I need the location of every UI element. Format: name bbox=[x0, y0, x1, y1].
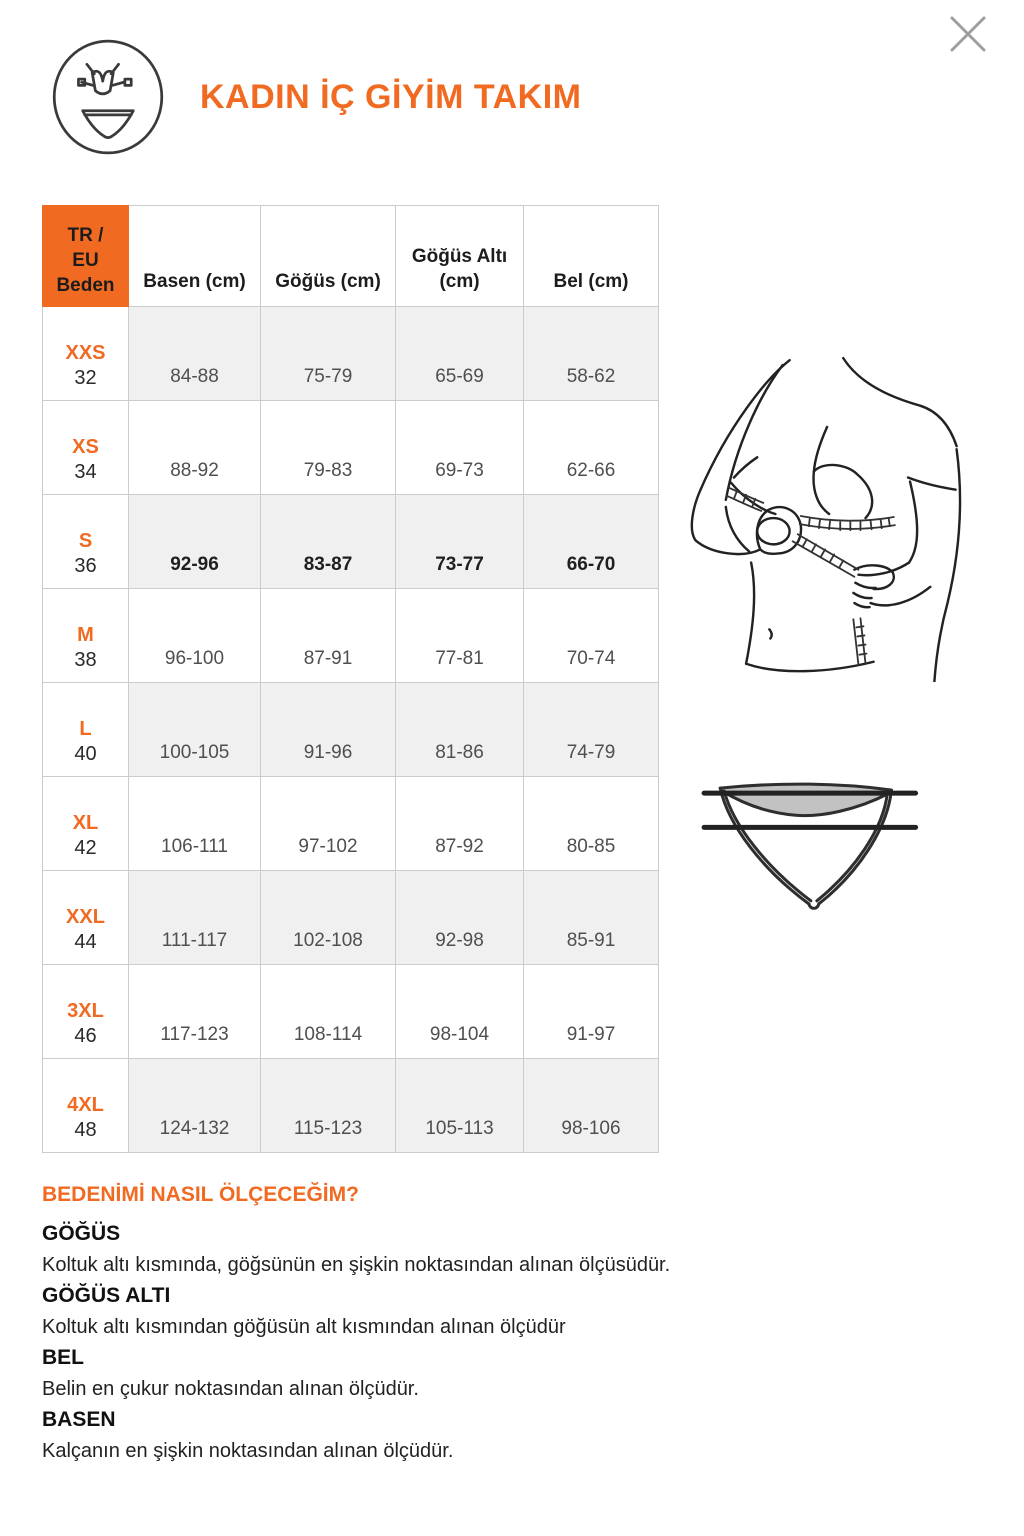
size-eu: 42 bbox=[74, 837, 97, 859]
page-title: KADIN İÇ GİYİM TAKIM bbox=[200, 78, 582, 116]
size-code: XXL bbox=[66, 906, 105, 928]
col-header-basen: Basen (cm) bbox=[129, 206, 261, 307]
size-code: 4XL bbox=[67, 1094, 104, 1116]
size-code: S bbox=[78, 530, 93, 552]
col-header-gogus-alti: Göğüs Altı (cm) bbox=[396, 206, 524, 307]
table-header-row bbox=[43, 206, 659, 307]
size-eu: 48 bbox=[74, 1119, 97, 1141]
guide-desc-gogus: Koltuk altı kısmında, göğsünün en şişkin noktasından alınan ölçüsüdür. bbox=[42, 1254, 671, 1276]
size-code: XL bbox=[72, 812, 99, 834]
size-eu: 32 bbox=[74, 367, 97, 389]
size-unit-header: TR / EU Beden bbox=[43, 206, 129, 307]
guide-term-bel: BEL bbox=[42, 1346, 84, 1369]
lingerie-set-icon bbox=[50, 38, 166, 156]
guide-desc-basen: Kalçanın en şişkin noktasından alınan ölçüdür. bbox=[42, 1440, 454, 1462]
measure-guide bbox=[42, 1182, 782, 1469]
guide-desc-bel: Belin en çukur noktasından alınan ölçüdür. bbox=[42, 1378, 419, 1400]
size-eu: 36 bbox=[74, 555, 97, 577]
bust-measure-illustration bbox=[655, 348, 989, 682]
size-eu: 38 bbox=[74, 649, 97, 671]
table-row: L 40 100-105 91-96 81-86 74-79 bbox=[43, 683, 659, 777]
table-row: 4XL 48 124-132 115-123 105-113 98-106 bbox=[43, 1059, 659, 1153]
table-row: M 38 96-100 87-91 77-81 70-74 bbox=[43, 589, 659, 683]
guide-term-basen: BASEN bbox=[42, 1408, 116, 1431]
guide-term-gogus-alti: GÖĞÜS ALTI bbox=[42, 1284, 171, 1307]
size-code: L bbox=[79, 718, 92, 740]
size-eu: 34 bbox=[74, 461, 97, 483]
size-eu: 44 bbox=[74, 931, 97, 953]
size-code: XXS bbox=[65, 342, 106, 364]
table-row: XXL 44 111-117 102-108 92-98 85-91 bbox=[43, 871, 659, 965]
col-header-gogus: Göğüs (cm) bbox=[261, 206, 396, 307]
col-header-bel: Bel (cm) bbox=[524, 206, 659, 307]
guide-title: BEDENİMİ NASIL ÖLÇECEĞİM? bbox=[42, 1183, 359, 1206]
close-icon[interactable] bbox=[942, 10, 994, 62]
size-chart-table bbox=[42, 205, 659, 1153]
guide-term-gogus: GÖĞÜS bbox=[42, 1222, 121, 1245]
size-eu: 40 bbox=[74, 743, 97, 765]
table-row: 3XL 46 117-123 108-114 98-104 91-97 bbox=[43, 965, 659, 1059]
table-row: XXS 32 84-88 75-79 65-69 58-62 bbox=[43, 307, 659, 401]
size-code: 3XL bbox=[67, 1000, 104, 1022]
size-eu: 46 bbox=[74, 1025, 97, 1047]
table-row-highlighted: S 36 92-96 83-87 73-77 66-70 bbox=[43, 495, 659, 589]
table-row: XL 42 106-111 97-102 87-92 80-85 bbox=[43, 777, 659, 871]
table-row: XS 34 88-92 79-83 69-73 62-66 bbox=[43, 401, 659, 495]
hip-measure-illustration bbox=[690, 762, 982, 940]
size-code: M bbox=[77, 624, 94, 646]
guide-desc-gogus-alti: Koltuk altı kısmından göğüsün alt kısmından alınan ölçüdür bbox=[42, 1316, 566, 1338]
size-code: XS bbox=[72, 436, 99, 458]
